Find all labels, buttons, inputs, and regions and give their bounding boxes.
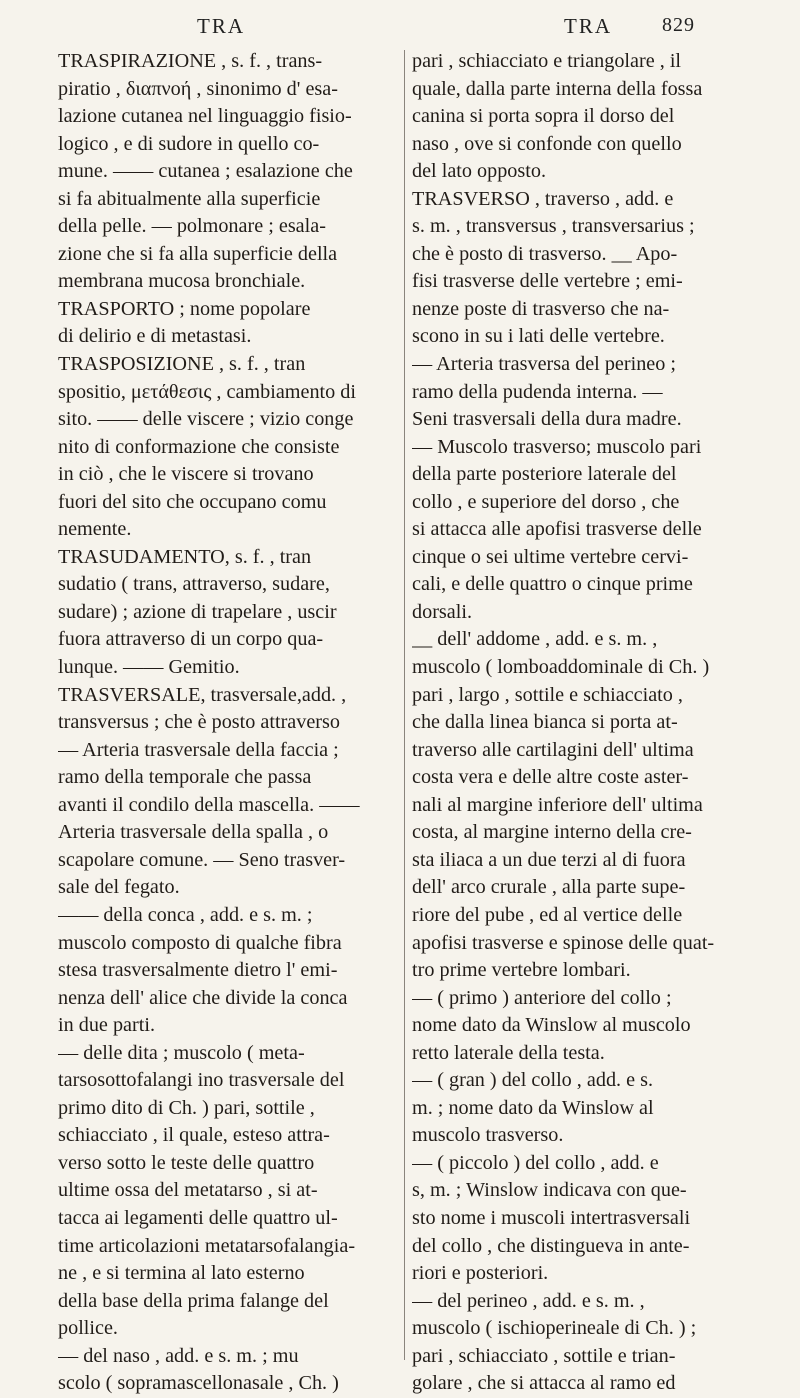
text-line: logico , e di sudore in quello co-	[58, 132, 320, 155]
text-line: traverso alle cartilagini dell' ultima	[412, 738, 694, 761]
text-line: time articolazioni metatarsofalangia-	[58, 1234, 356, 1257]
text-line: cinque o sei ultime vertebre cervi-	[412, 545, 689, 568]
text-line: della parte posteriore laterale del	[412, 463, 677, 486]
text-line: sito. —— delle viscere ; vizio conge	[58, 408, 354, 431]
text-line: in due parti.	[58, 1014, 155, 1037]
text-line: TRASVERSO , traverso , add. e	[412, 187, 674, 210]
text-line: piratio , διαπνοή , sinonimo d' esa-	[58, 77, 338, 100]
text-line: ne , e si termina al lato esterno	[58, 1262, 305, 1285]
text-line: schiacciato , il quale, esteso attra-	[58, 1124, 330, 1147]
text-line: avanti il condilo della mascella. ——	[58, 793, 360, 816]
text-line: nome dato da Winslow al muscolo	[412, 1014, 691, 1037]
text-line: nito di conformazione che consiste	[58, 435, 340, 458]
text-line: — del perineo , add. e s. m. ,	[412, 1289, 645, 1312]
text-line: TRASVERSALE, trasversale,add. ,	[58, 683, 347, 706]
text-line: pari , largo , sottile e schiacciato ,	[412, 683, 683, 706]
text-line: — Arteria trasversa del perineo ;	[412, 353, 677, 376]
text-line: fisi trasverse delle vertebre ; emi-	[412, 270, 683, 293]
text-line: muscolo composto di qualche fibra	[58, 931, 342, 954]
text-line: TRASPORTO ; nome popolare	[58, 297, 311, 320]
running-head-left: TRA	[197, 14, 245, 38]
text-line: della base della prima falange del	[58, 1289, 329, 1312]
text-line: Seni trasversali della dura madre.	[412, 408, 682, 431]
text-line: fuori del sito che occupano comu	[58, 490, 327, 513]
text-line: lunque. —— Gemitio.	[58, 656, 240, 679]
text-line: pollice.	[58, 1317, 118, 1340]
text-line: fuora attraverso di un corpo qua-	[58, 628, 324, 651]
text-line: golare , che si attacca al ramo ed	[412, 1372, 676, 1395]
text-line: — Arteria trasversale della faccia ;	[58, 738, 339, 761]
text-line: ultime ossa del metatarso , si at-	[58, 1179, 318, 1202]
right-column	[412, 48, 746, 1398]
text-line: — ( gran ) del collo , add. e s.	[412, 1069, 654, 1092]
text-line: s. m. , transversus , transversarius ;	[412, 215, 695, 238]
text-line: si attacca alle apofisi trasverse delle	[412, 518, 702, 541]
text-line: della pelle. — polmonare ; esala-	[58, 215, 326, 238]
text-line: si fa abitualmente alla superficie	[58, 187, 321, 210]
text-line: quale, dalla parte interna della fossa	[412, 77, 703, 100]
text-line: di delirio e di metastasi.	[58, 325, 252, 348]
text-line: — delle dita ; muscolo ( meta-	[58, 1041, 305, 1064]
text-line: retto laterale della testa.	[412, 1041, 605, 1064]
text-line: TRASPIRAZIONE , s. f. , trans-	[58, 50, 323, 72]
text-line: pari , schiacciato , sottile e trian-	[412, 1344, 676, 1367]
text-line: in ciò , che le viscere si trovano	[58, 463, 314, 486]
text-line: tacca ai legamenti delle quattro ul-	[58, 1206, 338, 1229]
text-line: — ( primo ) anteriore del collo ;	[412, 986, 672, 1009]
text-line: sale del fegato.	[58, 876, 180, 899]
text-line: canina si porta sopra il dorso del	[412, 105, 675, 128]
text-line: nemente.	[58, 518, 132, 541]
text-line: __ dell' addome , add. e s. m. ,	[412, 628, 658, 651]
text-line: stesa trasversalmente dietro l' emi-	[58, 959, 338, 982]
text-line: sto nome i muscoli intertrasversali	[412, 1206, 691, 1229]
text-line: membrana mucosa bronchiale.	[58, 270, 306, 293]
text-line: dorsali.	[412, 600, 472, 623]
text-line: costa, al margine interno della cre-	[412, 821, 692, 844]
text-line: che è posto di trasverso. __ Apo-	[412, 242, 678, 265]
text-line: collo , e superiore del dorso , che	[412, 490, 680, 513]
text-line: transversus ; che è posto attraverso	[58, 711, 340, 734]
text-line: nali al margine inferiore dell' ultima	[412, 793, 703, 816]
text-line: ramo della temporale che passa	[58, 766, 312, 789]
text-line: tarsosottofalangi ino trasversale del	[58, 1069, 345, 1092]
text-line: — Muscolo trasverso; muscolo pari	[412, 435, 702, 458]
text-line: del collo , che distingueva in ante-	[412, 1234, 690, 1257]
text-line: muscolo trasverso.	[412, 1124, 564, 1147]
text-line: nenze poste di trasverso che na-	[412, 297, 670, 320]
text-line: ramo della pudenda interna. —	[412, 380, 663, 403]
text-line: sudare) ; azione di trapelare , uscir	[58, 600, 337, 623]
text-line: zione che si fa alla superficie della	[58, 242, 338, 265]
text-line: costa vera e delle altre coste aster-	[412, 766, 689, 789]
text-line: pari , schiacciato e triangolare , il	[412, 50, 682, 72]
text-line: muscolo ( ischioperineale di Ch. ) ;	[412, 1317, 697, 1340]
text-line: — ( piccolo ) del collo , add. e	[412, 1151, 659, 1174]
text-line: riore del pube , ed al vertice delle	[412, 903, 683, 926]
page-number: 829	[662, 14, 695, 36]
text-line: TRASPOSIZIONE , s. f. , tran	[58, 353, 306, 376]
text-line: scapolare comune. — Seno trasver-	[58, 848, 346, 871]
text-line: cali, e delle quattro o cinque prime	[412, 573, 693, 596]
text-line: Arteria trasversale della spalla , o	[58, 821, 329, 844]
text-line: TRASUDAMENTO, s. f. , tran	[58, 545, 312, 568]
text-line: che dalla linea bianca si porta at-	[412, 711, 678, 734]
text-line: apofisi trasverse e spinose delle quat-	[412, 931, 715, 954]
text-line: tro prime vertebre lombari.	[412, 959, 631, 982]
text-line: mune. —— cutanea ; esalazione che	[58, 160, 353, 183]
text-line: riori e posteriori.	[412, 1262, 549, 1285]
text-line: del lato opposto.	[412, 160, 547, 183]
text-line: muscolo ( lomboaddominale di Ch. )	[412, 656, 710, 679]
text-line: m. ; nome dato da Winslow al	[412, 1096, 654, 1119]
text-line: verso sotto le teste delle quattro	[58, 1151, 315, 1174]
text-line: nenza dell' alice che divide la conca	[58, 986, 348, 1009]
text-line: naso , ove si confonde con quello	[412, 132, 682, 155]
text-line: scolo ( sopramascellonasale , Ch. )	[58, 1372, 339, 1395]
text-line: s, m. ; Winslow indicava con que-	[412, 1179, 687, 1202]
text-line: dell' arco crurale , alla parte supe-	[412, 876, 686, 899]
text-line: sta iliaca a un due terzi al di fuora	[412, 848, 686, 871]
left-column	[58, 48, 406, 1398]
running-head-right: TRA	[564, 14, 612, 38]
text-line: — del naso , add. e s. m. ; mu	[58, 1344, 299, 1367]
text-line: —— della conca , add. e s. m. ;	[58, 903, 313, 926]
text-line: spositio, μετάθεσις , cambiamento di	[58, 380, 356, 403]
text-line: primo dito di Ch. ) pari, sottile ,	[58, 1096, 315, 1119]
text-line: scono in su i lati delle vertebre.	[412, 325, 665, 348]
text-line: sudatio ( trans, attraverso, sudare,	[58, 573, 330, 596]
text-line: lazione cutanea nel linguaggio fisio-	[58, 105, 352, 128]
